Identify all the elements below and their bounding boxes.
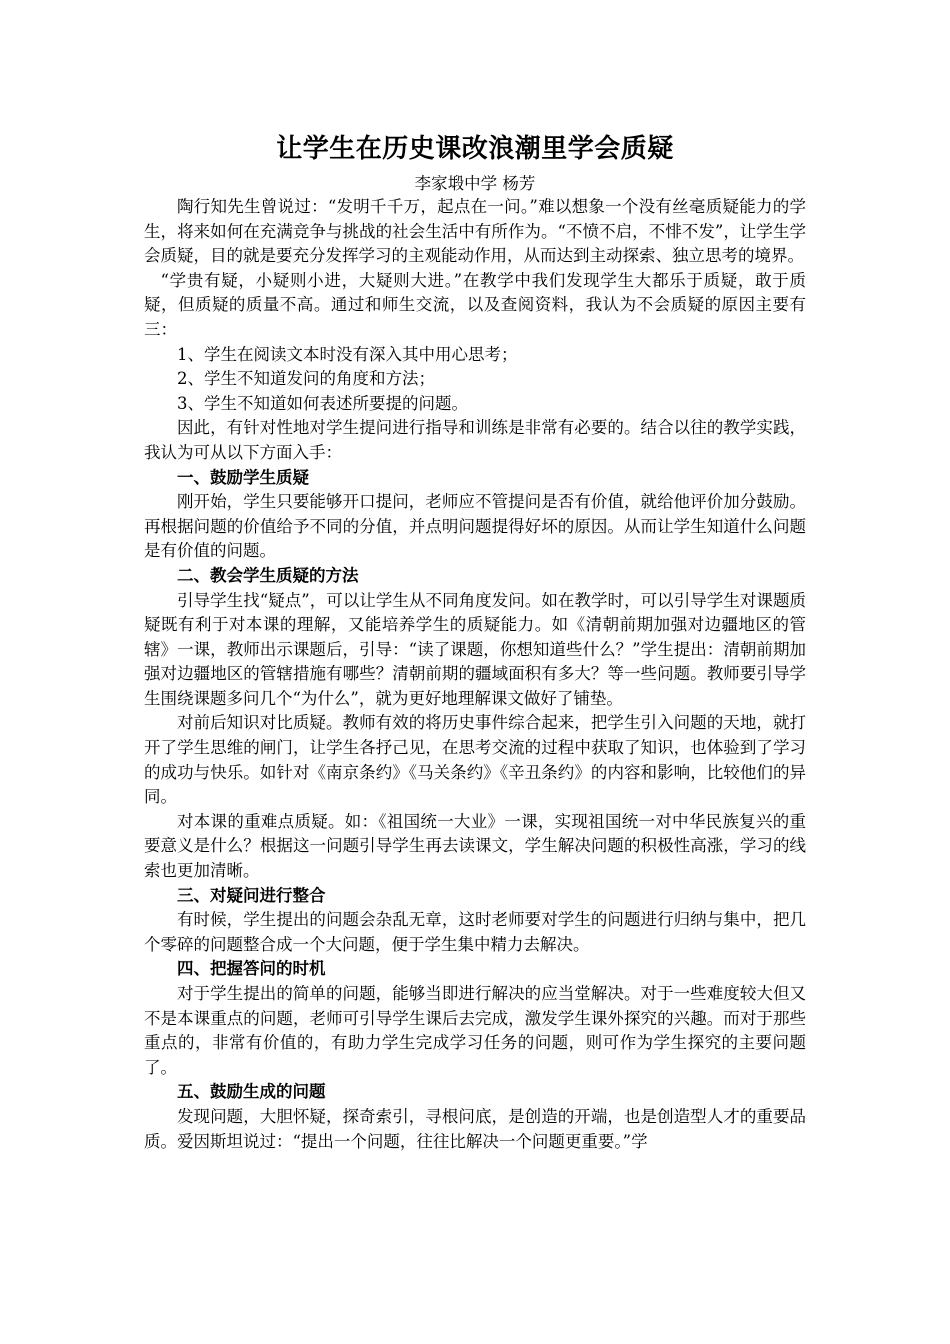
- paragraph-section-2c: 对本课的重难点质疑。如：《祖国统一大业》一课，实现祖国统一对中华民族复兴的重要意义是什么？根据这一问题引导学生再去读课文，学生解决问题的积极性高涨，学习的线索也更加清晰。: [144, 811, 806, 881]
- section-heading-1: 一、鼓励学生质疑: [177, 467, 309, 487]
- paragraph-section-1: 刚开始，学生只要能够开口提问，老师应不管提问是否有价值，就给他评价加分鼓励。再根据问题的价值给予不同的分值，并点明问题提得好坏的原因。从而让学生知道什么问题是有价值的问题。: [144, 492, 806, 561]
- author-line: 李家塅中学 杨芳: [414, 174, 536, 193]
- paragraph-section-2b: 对前后知识对比质疑。教师有效的将历史事件综合起来，把学生引入问题的天地，就打开了学生思维的闸门，让学生各抒己见，在思考交流的过程中获取了知识，也体验到了学习的成功与快乐。如针对《南京条约》《马关条约》《辛丑条约》的内容和影响，比较他们的异同。: [144, 713, 806, 807]
- paragraph-section-3: 有时候，学生提出的问题会杂乱无章，这时老师要对学生的问题进行归纳与集中，把几个零碎的问题整合成一个大问题，便于学生集中精力去解决。: [144, 910, 806, 954]
- section-heading-3: 三、对疑问进行整合: [177, 885, 326, 905]
- paragraph-problem: “学贵有疑，小疑则小进，大疑则大进。”在教学中我们发现学生大都乐于质疑，敢于质疑，但质疑的质量不高。通过和师生交流，以及查阅资料，我认为不会质疑的原因主要有三：: [144, 270, 806, 339]
- list-item-reason-1: 1、学生在阅读文本时没有深入其中用心思考；: [177, 344, 518, 364]
- document-body: [144, 128, 806, 1154]
- page-title: 让学生在历史课改浪潮里学会质疑: [276, 134, 674, 164]
- paragraph-intro: 陶行知先生曾说过：“发明千千万，起点在一问。”难以想象一个没有丝毫质疑能力的学生，将来如何在充满竞争与挑战的社会生活中有所作为。“不愤不启，不悱不发”，让学生学会质疑，目的就是要充分发挥学习的主观能动作用，从而达到主动探索、独立思考的境界。: [144, 197, 806, 266]
- list-item-reason-3: 3、学生不知道如何表述所要提的问题。: [177, 393, 468, 413]
- paragraph-section-2a: 引导学生找“疑点”，可以让学生从不同角度发问。如在教学时，可以引导学生对课题质疑既有利于对本课的理解，又能培养学生的质疑能力。如《清朝前期加强对边疆地区的管辖》一课，教师出示课题后，引导：“读了课题，你想知道些什么？”学生提出：清朝前期加强对边疆地区的管辖措施有哪些？清朝前期的疆域面积有多大？等一些问题。教师要引导学生围绕课题多问几个“为什么”，就为更好地理解课文做好了铺垫。: [144, 590, 806, 708]
- paragraph-section-5: 发现问题，大胆怀疑，探奇索引，寻根问底，是创造的开端，也是创造型人才的重要品质。爱因斯坦说过：“提出一个问题，往往比解决一个问题更重要。”学: [144, 1106, 806, 1151]
- section-heading-5: 五、鼓励生成的问题: [177, 1082, 326, 1102]
- section-heading-2: 二、教会学生质疑的方法: [177, 565, 359, 585]
- section-heading-4: 四、把握答问的时机: [177, 959, 326, 979]
- paragraph-transition: 因此，有针对性地对学生提问进行指导和训练是非常有必要的。结合以往的教学实践，我认为可从以下方面入手：: [144, 418, 806, 462]
- list-item-reason-2: 2、学生不知道发问的角度和方法；: [177, 369, 435, 389]
- paragraph-section-4: 对于学生提出的简单的问题，能够当即进行解决的应当堂解决。对于一些难度较大但又不是本课重点的问题，老师可引导学生课后去完成，激发学生课外探究的兴趣。而对于那些重点的，非常有价值的，有助力学生完成学习任务的问题，则可作为学生探究的主要问题了。: [144, 984, 806, 1077]
